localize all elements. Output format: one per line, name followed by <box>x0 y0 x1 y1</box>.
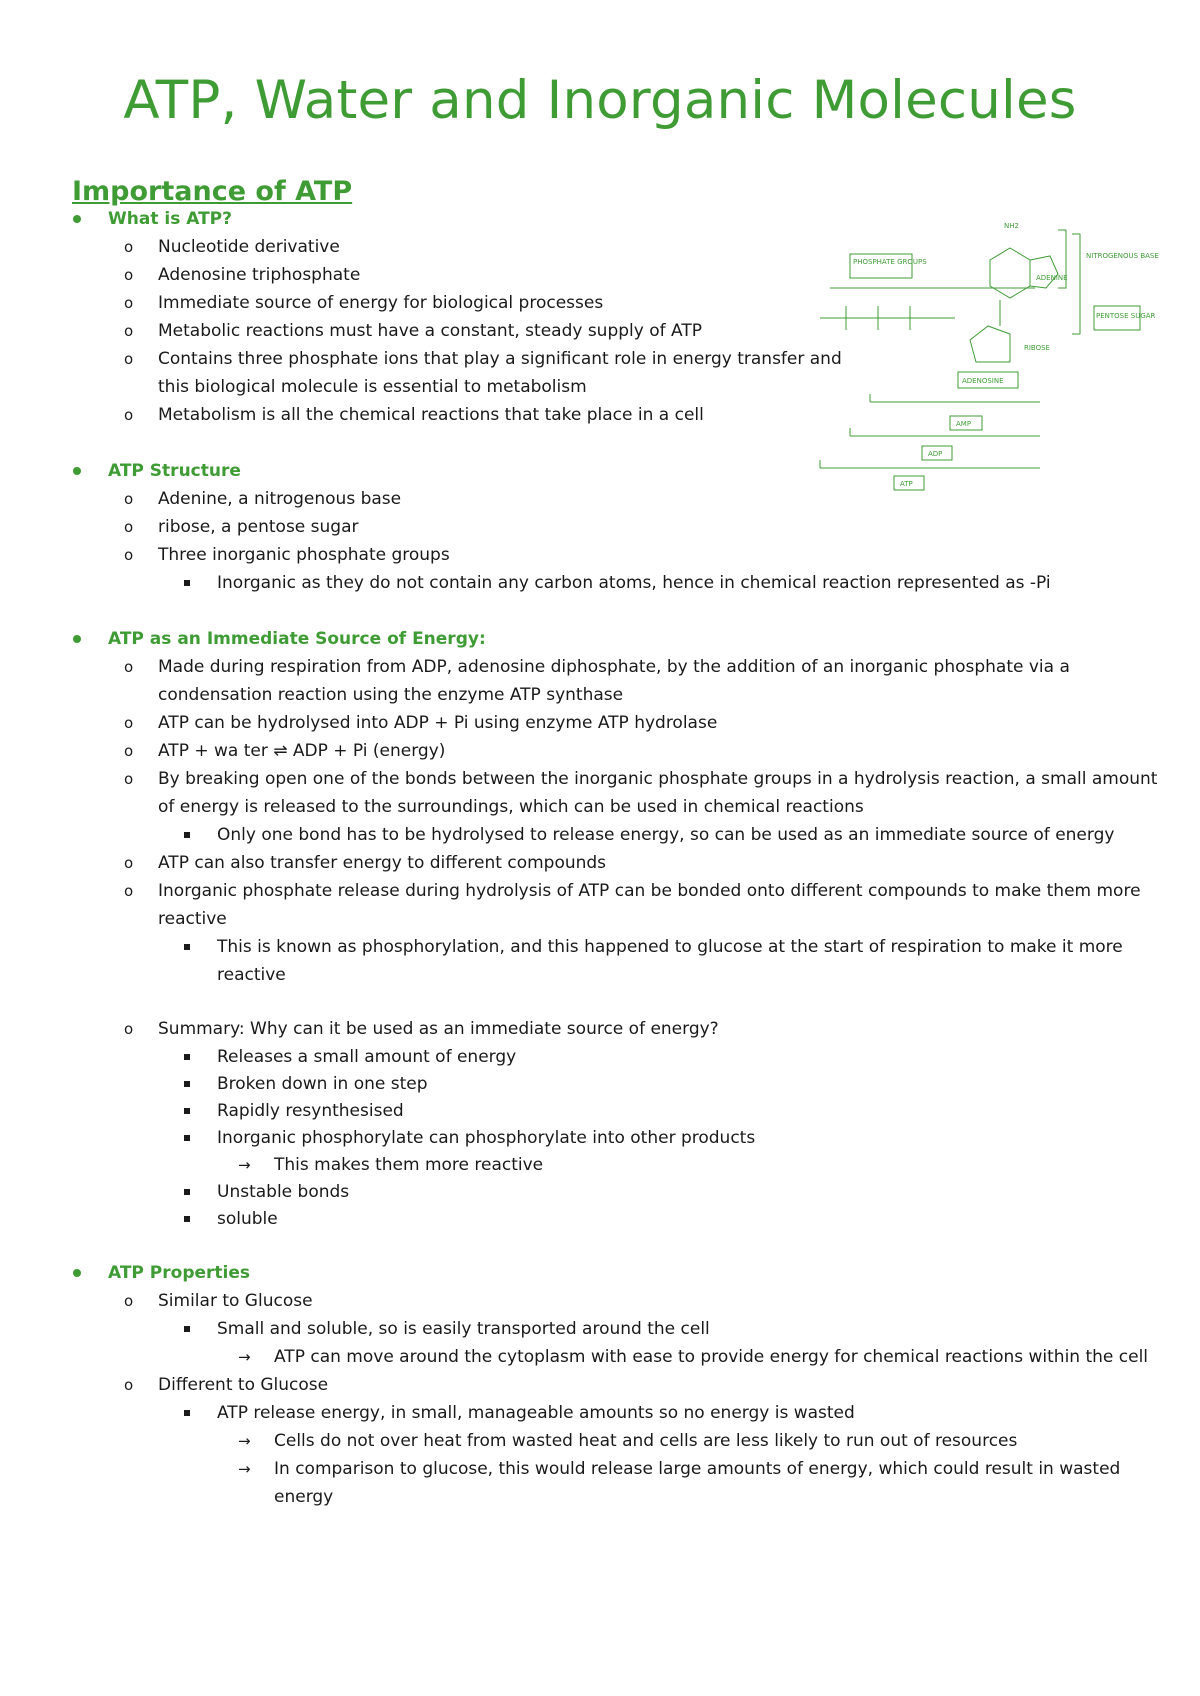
list-item: Contains three phosphate ions that play a significant role in energy transfer and <box>158 349 842 369</box>
list-item: ATP can move around the cytoplasm with ease to provide energy for chemical reactions within the cell <box>274 1347 1149 1367</box>
bullet-marker-icon <box>184 832 190 838</box>
list-item: This makes them more reactive <box>274 1155 544 1175</box>
bullet-marker-icon: o <box>124 518 134 536</box>
bullet-marker-icon <box>73 467 81 475</box>
bullet-marker-icon <box>184 1108 190 1114</box>
list-item: Adenine, a nitrogenous base <box>158 489 402 509</box>
list-item: This is known as phosphorylation, and this happened to glucose at the start of respiration to make it more <box>217 937 1123 957</box>
list-item: Metabolism is all the chemical reactions that take place in a cell <box>158 405 704 425</box>
pentose-sugar-label: PENTOSE SUGAR <box>1096 312 1156 320</box>
list-item: of energy is released to the surroundings, which can be used in chemical reactions <box>158 797 864 817</box>
bullet-marker-icon <box>184 1054 190 1060</box>
bullet-marker-icon <box>184 1081 190 1087</box>
bullet-marker-icon: o <box>124 882 134 900</box>
document-title: ATP, Water and Inorganic Molecules <box>123 70 1077 131</box>
bullet-marker-icon: o <box>124 1020 134 1038</box>
bullet-marker-icon: o <box>124 1292 134 1310</box>
adenine-label: ADENINE <box>1036 274 1068 282</box>
bullet-marker-icon: o <box>124 322 134 340</box>
adp-label: ADP <box>928 450 943 458</box>
bullet-marker-icon <box>73 635 81 643</box>
list-item: Inorganic phosphorylate can phosphorylate into other products <box>217 1128 756 1148</box>
list-item: In comparison to glucose, this would release large amounts of energy, which could result in wasted <box>274 1459 1121 1479</box>
list-item: Broken down in one step <box>217 1074 428 1094</box>
list-item: energy <box>274 1487 334 1507</box>
bullet-marker-icon: o <box>124 546 134 564</box>
bullet-marker-icon: o <box>124 238 134 256</box>
section-heading: Importance of ATP <box>72 176 353 207</box>
list-item: Inorganic as they do not contain any carbon atoms, hence in chemical reaction represented as -Pi <box>217 573 1051 593</box>
list-item: ATP release energy, in small, manageable amounts so no energy is wasted <box>217 1403 855 1423</box>
list-item: Only one bond has to be hydrolysed to release energy, so can be used as an immediate source of energy <box>217 825 1115 845</box>
bullet-marker-icon: o <box>124 770 134 788</box>
bullet-marker-icon: o <box>124 490 134 508</box>
list-item: Similar to Glucose <box>158 1291 313 1311</box>
list-item: reactive <box>158 909 227 929</box>
list-item: Immediate source of energy for biological processes <box>158 293 604 313</box>
bullet-marker-icon: → <box>238 1460 251 1478</box>
bullet-marker-icon: o <box>124 658 134 676</box>
bullet-marker-icon <box>73 215 81 223</box>
bullet-marker-icon <box>184 580 190 586</box>
list-item: Nucleotide derivative <box>158 237 340 257</box>
list-item: reactive <box>217 965 286 985</box>
list-item: ATP can also transfer energy to different compounds <box>158 853 607 873</box>
list-item: Different to Glucose <box>158 1375 329 1395</box>
list-item: Adenosine triphosphate <box>158 265 361 285</box>
bullet-marker-icon: → <box>238 1156 251 1174</box>
bullet-marker-icon: o <box>124 294 134 312</box>
nitrogenous-base-label: NITROGENOUS BASE <box>1086 252 1159 260</box>
list-item: condensation reaction using the enzyme ATP synthase <box>158 685 624 705</box>
bullet-marker-icon <box>184 1216 190 1222</box>
list-item: Made during respiration from ADP, adenosine diphosphate, by the addition of an inorganic phosphate via a <box>158 657 1070 677</box>
ribose-label: RIBOSE <box>1024 344 1050 352</box>
list-item: Unstable bonds <box>217 1182 350 1202</box>
list-heading: ATP Structure <box>108 461 241 481</box>
list-heading: ATP as an Immediate Source of Energy: <box>108 629 486 649</box>
bullet-marker-icon: → <box>238 1348 251 1366</box>
atp-label: ATP <box>900 480 913 488</box>
adenosine-label: ADENOSINE <box>962 377 1004 385</box>
list-item: soluble <box>217 1209 278 1229</box>
list-item: Inorganic phosphate release during hydrolysis of ATP can be bonded onto different compounds to make them more <box>158 881 1141 901</box>
phosphate-groups-label: PHOSPHATE GROUPS <box>853 258 927 266</box>
bullet-marker-icon: o <box>124 350 134 368</box>
list-item: By breaking open one of the bonds between the inorganic phosphate groups in a hydrolysis reaction, a small amount <box>158 769 1158 789</box>
bullet-marker-icon: o <box>124 1376 134 1394</box>
bullet-marker-icon: → <box>238 1432 251 1450</box>
list-item: Metabolic reactions must have a constant, steady supply of ATP <box>158 321 702 341</box>
bullet-marker-icon: o <box>124 266 134 284</box>
amp-label: AMP <box>956 420 972 428</box>
list-heading: ATP Properties <box>108 1263 251 1283</box>
bullet-marker-icon: o <box>124 406 134 424</box>
list-heading: What is ATP? <box>108 209 232 229</box>
list-item: this biological molecule is essential to metabolism <box>158 377 587 397</box>
bullet-marker-icon <box>184 1410 190 1416</box>
list-item: Rapidly resynthesised <box>217 1101 404 1121</box>
bullet-marker-icon: o <box>124 714 134 732</box>
bullet-marker-icon <box>73 1269 81 1277</box>
list-item: ribose, a pentose sugar <box>158 517 359 537</box>
bullet-marker-icon <box>184 1189 190 1195</box>
bullet-marker-icon <box>184 1135 190 1141</box>
list-item: Cells do not over heat from wasted heat and cells are less likely to run out of resources <box>274 1431 1018 1451</box>
list-item: Summary: Why can it be used as an immediate source of energy? <box>158 1019 719 1039</box>
list-item: ATP + wa ter ⇌ ADP + Pi (energy) <box>158 741 446 761</box>
nh2-label: NH2 <box>1004 222 1019 230</box>
bullet-marker-icon: o <box>124 854 134 872</box>
atp-structure-diagram <box>810 222 1159 500</box>
bullet-marker-icon <box>184 944 190 950</box>
list-item: ATP can be hydrolysed into ADP + Pi using enzyme ATP hydrolase <box>158 713 718 733</box>
list-item: Three inorganic phosphate groups <box>158 545 450 565</box>
list-item: Small and soluble, so is easily transported around the cell <box>217 1319 710 1339</box>
bullet-marker-icon: o <box>124 742 134 760</box>
bullet-marker-icon <box>184 1326 190 1332</box>
list-item: Releases a small amount of energy <box>217 1047 517 1067</box>
